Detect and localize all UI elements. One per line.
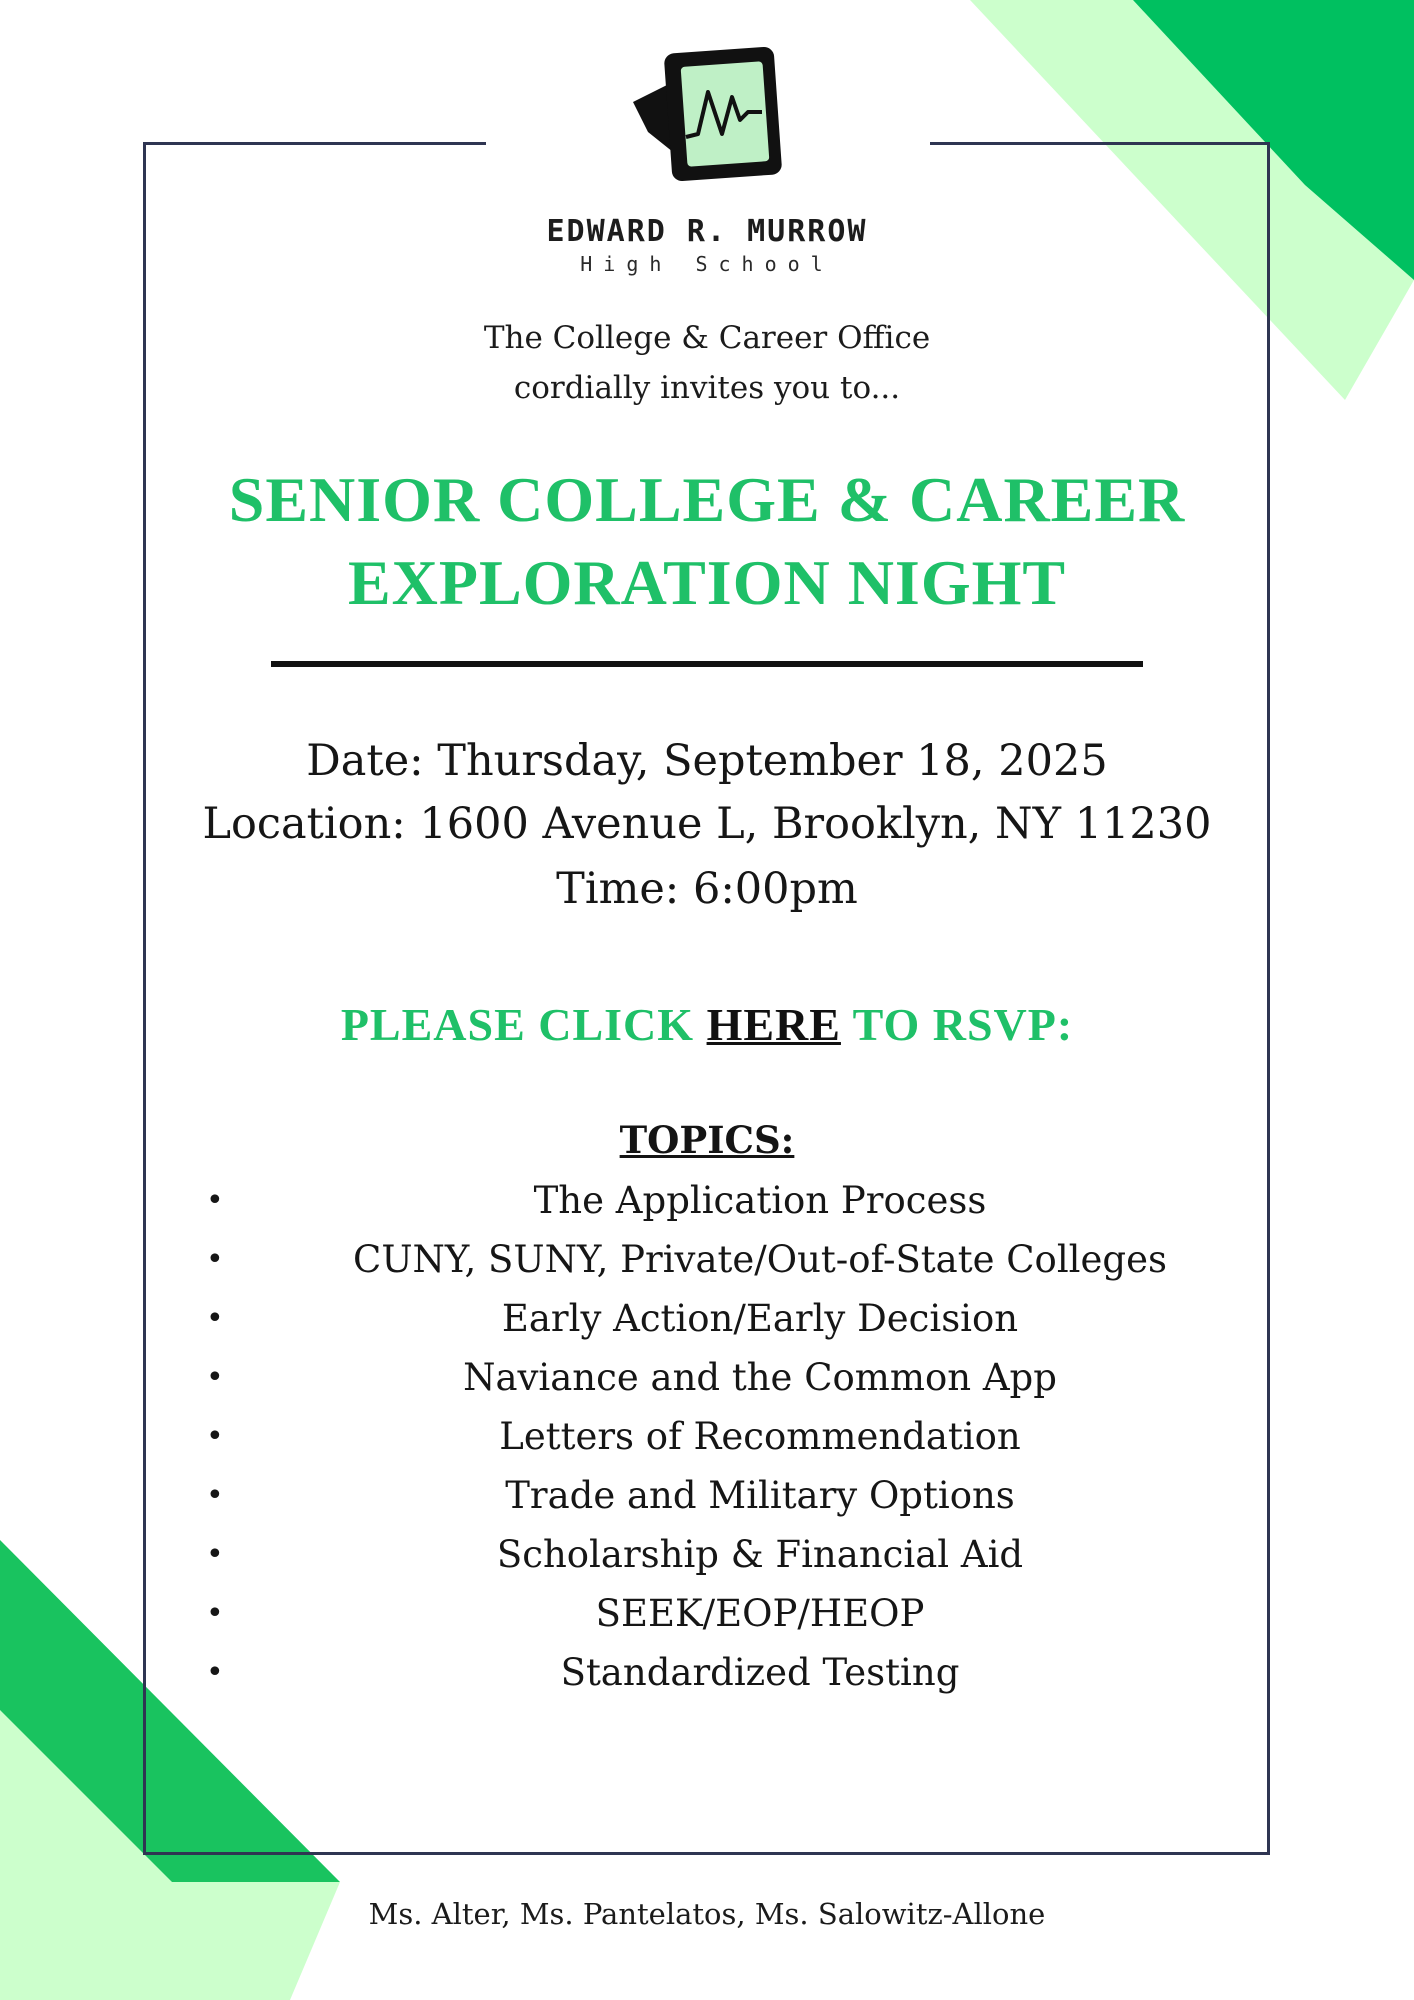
bullet-icon: • — [206, 1537, 224, 1572]
topic-label: CUNY, SUNY, Private/Out-of-State Colleges — [353, 1238, 1167, 1281]
bullet-icon: • — [206, 1596, 224, 1631]
footer-contacts: Ms. Alter, Ms. Pantelatos, Ms. Salowitz-Allone — [368, 1897, 1046, 1931]
event-location: Location: 1600 Avenue L, Brooklyn, NY 11230 — [202, 799, 1212, 849]
bullet-icon: • — [206, 1478, 224, 1513]
list-item — [200, 1648, 1260, 1707]
school-subtitle: High School — [580, 252, 834, 276]
bullet-icon: • — [206, 1360, 224, 1395]
topic-label: Standardized Testing — [560, 1651, 960, 1694]
event-time: Time: 6:00pm — [556, 864, 858, 914]
list-item — [200, 1412, 1260, 1471]
list-item — [200, 1294, 1260, 1353]
invitation-line-1: The College & Career Office — [483, 320, 931, 356]
bullet-icon: • — [206, 1419, 224, 1454]
list-item — [200, 1471, 1260, 1530]
rsvp-link[interactable]: HERE — [706, 999, 841, 1050]
topics-list — [200, 1176, 1260, 1707]
bullet-icon: • — [206, 1183, 224, 1218]
topic-label: Trade and Military Options — [505, 1474, 1015, 1517]
bullet-icon: • — [206, 1301, 224, 1336]
event-date: Date: Thursday, September 18, 2025 — [306, 736, 1108, 786]
event-title-line-1: SENIOR COLLEGE & CAREER — [228, 464, 1186, 535]
list-item — [200, 1353, 1260, 1412]
topic-label: Naviance and the Common App — [463, 1356, 1057, 1399]
tv-screen-heartbeat-icon — [628, 42, 788, 184]
topic-label: Letters of Recommendation — [499, 1415, 1021, 1458]
list-item — [200, 1235, 1260, 1294]
topic-label: Early Action/Early Decision — [501, 1297, 1019, 1340]
topic-label: The Application Process — [533, 1179, 987, 1222]
topic-label: SEEK/EOP/HEOP — [595, 1592, 925, 1635]
rsvp-line — [0, 998, 1414, 1051]
list-item — [200, 1589, 1260, 1648]
topics-heading: TOPICS: — [619, 1118, 795, 1162]
invitation-line-2: cordially invites you to... — [513, 370, 901, 406]
rsvp-suffix: TO RSVP: — [840, 999, 1074, 1050]
list-item — [200, 1530, 1260, 1589]
bullet-icon: • — [206, 1655, 224, 1690]
title-divider — [271, 661, 1143, 667]
event-title-line-2: EXPLORATION NIGHT — [347, 547, 1067, 618]
school-name: EDWARD R. MURROW — [546, 214, 868, 249]
topic-label: Scholarship & Financial Aid — [496, 1533, 1024, 1576]
bullet-icon: • — [206, 1242, 224, 1277]
list-item — [200, 1176, 1260, 1235]
rsvp-prefix: PLEASE CLICK — [340, 999, 707, 1050]
